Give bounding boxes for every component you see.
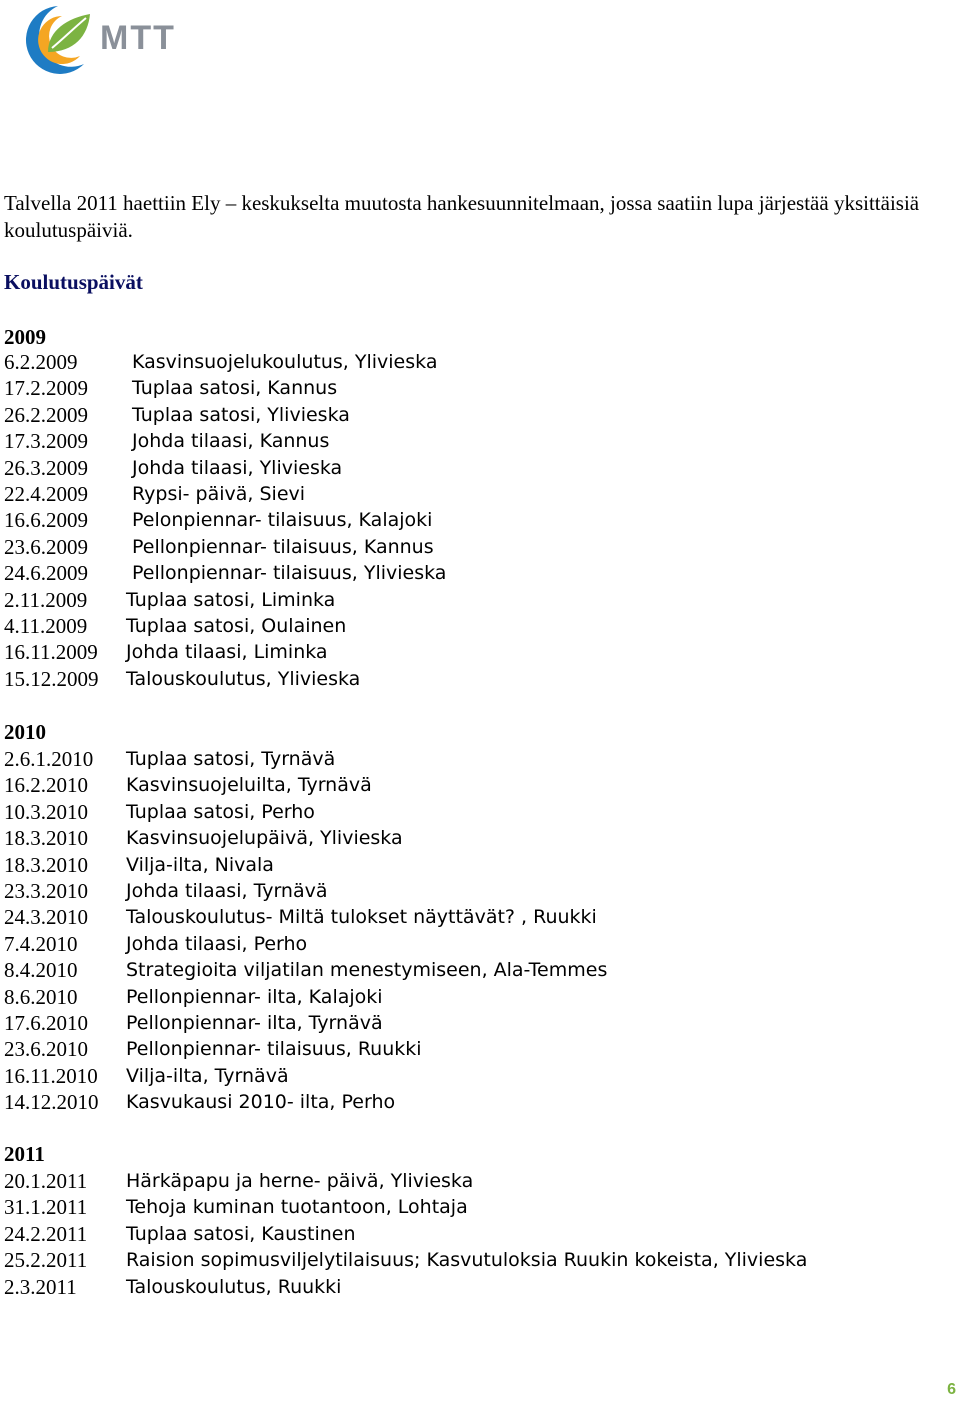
event-row xyxy=(4,560,447,586)
event-description: Pellonpiennar- tilaisuus, Ylivieska xyxy=(132,562,447,585)
event-row xyxy=(4,507,433,533)
event-date: 16.2.2010 xyxy=(4,773,88,798)
event-row xyxy=(4,772,372,798)
event-row xyxy=(4,746,336,772)
event-description: Johda tilaasi, Kannus xyxy=(132,430,330,453)
event-row xyxy=(4,984,383,1010)
event-row xyxy=(4,1010,383,1036)
event-description: Tuplaa satosi, Ylivieska xyxy=(132,403,350,426)
event-row xyxy=(4,402,350,428)
event-list-2009 xyxy=(4,349,447,692)
event-row xyxy=(4,587,336,613)
event-date: 20.1.2011 xyxy=(4,1169,88,1193)
event-description: Vilja-ilta, Nivala xyxy=(126,853,274,876)
event-row xyxy=(4,957,608,983)
event-date: 24.6.2009 xyxy=(4,561,88,586)
event-date: 17.6.2010 xyxy=(4,1010,88,1035)
event-description: Tuplaa satosi, Oulainen xyxy=(126,614,347,637)
event-date: 16.11.2009 xyxy=(4,640,98,665)
event-row xyxy=(4,904,597,930)
event-description: Tehoja kuminan tuotantoon, Lohtaja xyxy=(126,1196,468,1219)
event-date: 16.11.2010 xyxy=(4,1063,98,1088)
event-row xyxy=(4,613,347,639)
event-description: Johda tilaasi, Tyrnävä xyxy=(126,879,328,902)
section-heading: Koulutuspäivät xyxy=(4,270,143,294)
event-row xyxy=(4,1274,342,1300)
event-description: Pellonpiennar- ilta, Tyrnävä xyxy=(126,1011,383,1034)
event-description: Talouskoulutus, Ruukki xyxy=(126,1275,342,1298)
event-date: 17.3.2009 xyxy=(4,429,88,454)
event-description: Tuplaa satosi, Liminka xyxy=(126,588,336,611)
event-date: 25.2.2011 xyxy=(4,1248,88,1273)
event-date: 16.6.2009 xyxy=(4,508,88,533)
event-row xyxy=(4,639,328,665)
event-description: Johda tilaasi, Ylivieska xyxy=(132,456,343,479)
event-description: Härkäpapu ja herne- päivä, Ylivieska xyxy=(126,1170,474,1192)
year-heading-2011: 2011 xyxy=(4,1142,45,1166)
event-description: Talouskoulutus- Miltä tulokset näyttävät? , Ruukki xyxy=(126,906,597,929)
event-description: Pellonpiennar- ilta, Kalajoki xyxy=(126,985,383,1008)
event-date: 2.6.1.2010 xyxy=(4,747,94,771)
event-description: Tuplaa satosi, Kaustinen xyxy=(126,1222,356,1245)
event-date: 8.4.2010 xyxy=(4,958,78,983)
event-row xyxy=(4,375,338,401)
event-row xyxy=(4,1089,396,1115)
event-date: 17.2.2009 xyxy=(4,376,88,401)
event-date: 14.12.2010 xyxy=(4,1090,99,1115)
event-row xyxy=(4,1194,468,1220)
event-date: 31.1.2011 xyxy=(4,1195,88,1220)
event-row xyxy=(4,666,361,692)
event-description: Kasvinsuojelupäivä, Ylivieska xyxy=(126,827,403,850)
event-row xyxy=(4,799,315,825)
event-row xyxy=(4,878,328,904)
event-date: 2.11.2009 xyxy=(4,587,88,612)
event-date: 8.6.2010 xyxy=(4,984,78,1009)
event-date: 23.3.2010 xyxy=(4,878,88,903)
page-number: 6 xyxy=(947,1381,956,1398)
event-row xyxy=(4,455,343,481)
event-description: Rypsi- päivä, Sievi xyxy=(132,482,306,505)
event-date: 6.2.2009 xyxy=(4,350,78,374)
event-list-2010 xyxy=(4,746,608,1115)
event-row xyxy=(4,825,403,851)
logo-wordmark: MTT xyxy=(100,19,176,57)
event-date: 23.6.2010 xyxy=(4,1037,88,1062)
event-row xyxy=(4,1036,422,1062)
event-date: 26.3.2009 xyxy=(4,455,88,480)
event-list-2011 xyxy=(4,1168,808,1300)
event-date: 10.3.2010 xyxy=(4,799,88,824)
event-date: 18.3.2010 xyxy=(4,852,88,877)
event-date: 18.3.2010 xyxy=(4,826,88,851)
event-description: Tuplaa satosi, Perho xyxy=(126,800,315,823)
intro-paragraph: Talvella 2011 haettiin Ely – keskukselta muutosta hankesuunnitelmaan, jossa saatiin lupa järjestää yksittäisiä koulutuspäiviä. xyxy=(4,191,920,242)
event-date: 7.4.2010 xyxy=(4,931,78,956)
event-description: Johda tilaasi, Liminka xyxy=(126,641,328,664)
event-description: Talouskoulutus, Ylivieska xyxy=(126,667,361,690)
mtt-logo xyxy=(18,2,193,82)
event-date: 15.12.2009 xyxy=(4,666,99,691)
event-description: Kasvinsuojeluilta, Tyrnävä xyxy=(126,774,372,797)
event-date: 2.3.2011 xyxy=(4,1274,77,1299)
event-description: Johda tilaasi, Perho xyxy=(126,932,308,955)
event-description: Tuplaa satosi, Tyrnävä xyxy=(126,748,336,770)
event-description: Kasvinsuojelukoulutus, Ylivieska xyxy=(132,351,438,373)
year-heading-2009: 2009 xyxy=(4,325,46,349)
event-row xyxy=(4,481,306,507)
event-row xyxy=(4,1221,356,1247)
event-row xyxy=(4,349,438,375)
event-description: Pellonpiennar- tilaisuus, Ruukki xyxy=(126,1038,422,1061)
event-description: Tuplaa satosi, Kannus xyxy=(132,377,338,400)
event-row xyxy=(4,1247,808,1273)
event-row xyxy=(4,1168,474,1194)
event-description: Kasvukausi 2010- ilta, Perho xyxy=(126,1091,396,1114)
event-date: 24.3.2010 xyxy=(4,905,88,930)
event-description: Pellonpiennar- tilaisuus, Kannus xyxy=(132,535,434,558)
event-row xyxy=(4,534,434,560)
event-description: Vilja-ilta, Tyrnävä xyxy=(126,1064,289,1087)
event-row xyxy=(4,852,274,878)
event-row xyxy=(4,428,330,454)
event-date: 24.2.2011 xyxy=(4,1221,88,1246)
event-row xyxy=(4,931,308,957)
event-date: 4.11.2009 xyxy=(4,613,88,638)
event-date: 23.6.2009 xyxy=(4,534,88,559)
year-heading-2010: 2010 xyxy=(4,720,46,744)
event-description: Raision sopimusviljelytilaisuus; Kasvutuloksia Ruukin kokeista, Ylivieska xyxy=(126,1249,808,1272)
event-description: Strategioita viljatilan menestymiseen, Ala-Temmes xyxy=(126,959,608,982)
event-row xyxy=(4,1063,289,1089)
event-description: Pelonpiennar- tilaisuus, Kalajoki xyxy=(132,509,433,532)
mtt-logo-graphic xyxy=(18,2,193,82)
event-date: 22.4.2009 xyxy=(4,481,88,506)
event-date: 26.2.2009 xyxy=(4,402,88,427)
